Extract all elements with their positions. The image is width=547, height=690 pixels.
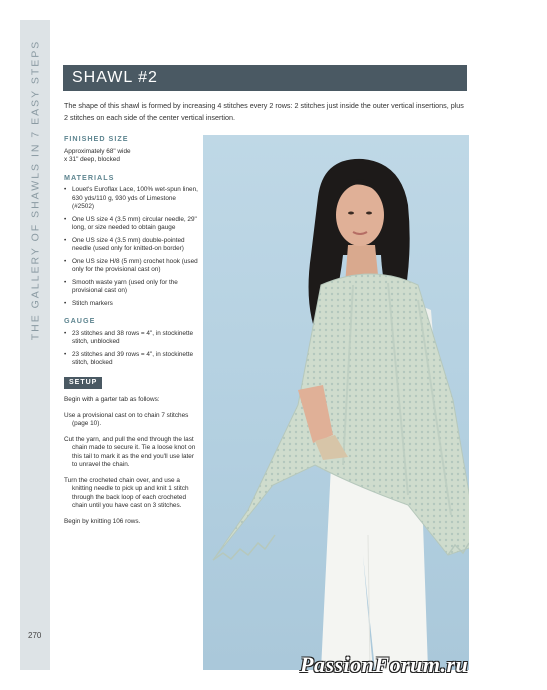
finished-size-heading: FINISHED SIZE [64, 134, 129, 143]
setup-paragraph: Begin by knitting 106 rows. [64, 517, 141, 525]
finished-size-line: Approximately 68" wide [64, 147, 131, 155]
watermark: PassionForum.ru [300, 652, 469, 677]
face [336, 184, 384, 246]
side-title: THE GALLERY OF SHAWLS IN 7 EASY STEPS [29, 39, 42, 341]
setup-paragraph: Use a provisional cast on to chain 7 stitches (page 10). [64, 411, 189, 427]
list-item: • Stitch markers [64, 300, 199, 309]
model-photo [203, 135, 469, 670]
list-item: • One US size 4 (3.5 mm) circular needle, 29" long, or size needed to obtain gauge [64, 216, 199, 233]
materials-heading: MATERIALS [64, 172, 115, 182]
list-item: • One US size 4 (3.5 mm) double-pointed needle (used only for knitted-on border) [64, 237, 199, 254]
finished-size-line: x 31" deep, blocked [64, 156, 120, 163]
setup-heading: SETUP [64, 377, 102, 390]
finished-size-section [64, 135, 199, 165]
page-number: 270 [28, 631, 42, 640]
model-illustration [203, 135, 469, 670]
intro-text: The shape of this shawl is formed by increasing 4 stitches every 2 rows: 2 stitches just inside the outer vertical insertions, plus 2 stitches on each side of the center vertical insertion. [64, 101, 464, 122]
page-title: SHAWL #2 [63, 65, 467, 91]
gauge-list [64, 330, 199, 368]
gauge-section [64, 317, 199, 368]
materials-section [64, 174, 199, 309]
setup-section [64, 377, 199, 527]
list-item: • Louet's Euroflax Lace, 100% wet-spun linen, 630 yds/110 g, 930 yds of Limestone (#2502) [64, 186, 199, 212]
setup-paragraph: Cut the yarn, and pull the end through the last chain made to secure it. Tie a loose knot on this tail to mark it as the end you'll use later to unravel the chain. [64, 435, 196, 468]
setup-paragraph: Begin with a garter tab as follows: [64, 396, 160, 403]
list-item: • 23 stitches and 38 rows = 4", in stockinette stitch, unblocked [64, 330, 199, 347]
list-item: • 23 stitches and 39 rows = 4", in stockinette stitch, blocked [64, 351, 199, 368]
list-item: • One US size H/8 (5 mm) crochet hook (used only for the provisional cast on) [64, 258, 199, 275]
setup-paragraph: Turn the crocheted chain over, and use a knitting needle to pick up and knit 1 stitch through the back loop of each crocheted chain until you have cast on 3 stitches. [64, 476, 189, 509]
materials-list [64, 186, 199, 308]
pattern-info-column [64, 135, 199, 533]
gauge-heading: GAUGE [64, 316, 96, 325]
list-item: • Smooth waste yarn (used only for the provisional cast on) [64, 279, 199, 296]
